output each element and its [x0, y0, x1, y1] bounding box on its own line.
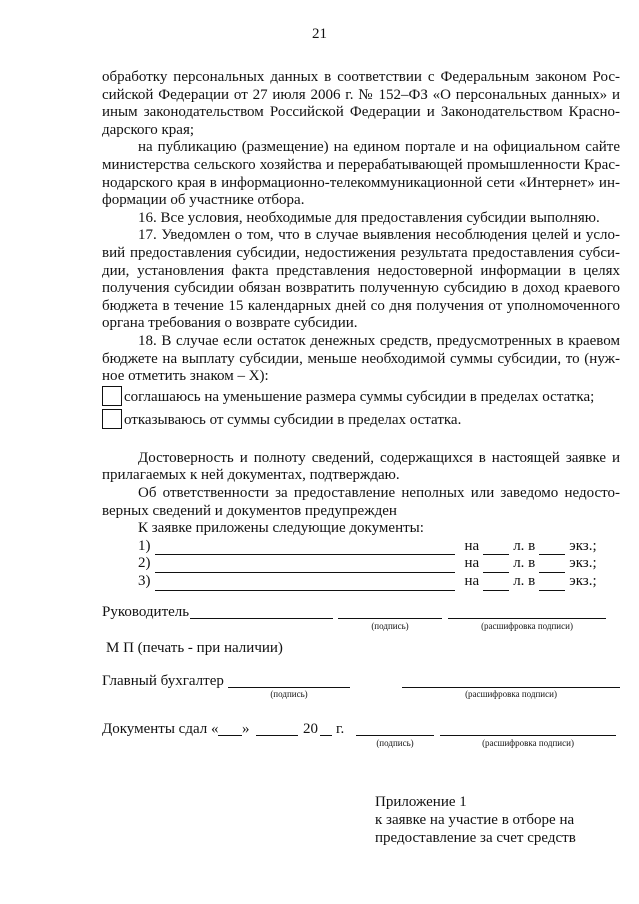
submitted-month-line[interactable] — [256, 722, 298, 736]
document-name-field[interactable] — [155, 541, 455, 555]
option-refuse — [66, 409, 620, 430]
appendix-line-3: предоставление за счет средств — [375, 830, 576, 846]
paragraph-confirm: Достоверность и полноту сведений, содержащихся в настоящей заявке и прилагаемых к ней документах, подтверждаю. — [102, 449, 620, 484]
head-decoding-line[interactable] — [448, 605, 606, 619]
paragraph-publication: на публикацию (размещение) на едином портале и на официальном сайте министерства сельского хозяйства и перерабатывающей промышленности Крас-нодарского края в информационно-телекоммуникационной сети «Интернет» ин-формации об участнике отбора. — [102, 139, 620, 209]
appendix-header — [375, 793, 576, 847]
submitted-decoding-caption: (расшифровка подписи) — [482, 738, 574, 748]
paragraph-16: 16. Все условия, необходимые для предоставления субсидии выполняю. — [138, 209, 600, 226]
copies-field[interactable] — [539, 541, 565, 555]
appendix-title: Приложение 1 — [375, 794, 467, 810]
submitted-year-line[interactable] — [320, 722, 332, 736]
paragraph-17: 17. Уведомлен о том, что в случае выявления несоблюдения целей и усло-вий предоставления субсидии, недостижения результата предоставления субси-дии, установления факта представления недостоверной информации в целях получения субсидии обязан возвратить полученную субсидию в доход краевого бюджета в течение 15 календарных дней со дня получения от уполномоченного органа требования о возврате субсидии. — [102, 227, 620, 332]
stamp-note: М П (печать - при наличии) — [106, 640, 283, 656]
submitted-quote-close: » — [242, 721, 250, 737]
sheets-field[interactable] — [483, 559, 509, 573]
document-name-field[interactable] — [155, 559, 455, 573]
accountant-signature-line[interactable] — [228, 674, 350, 688]
page-number: 21 — [312, 26, 327, 42]
head-signature-caption: (подпись) — [371, 621, 409, 631]
submitted-day-line[interactable] — [218, 722, 242, 736]
submitted-year-prefix: 20 — [303, 721, 318, 737]
sheets-field[interactable] — [483, 541, 509, 555]
sheets-field[interactable] — [483, 577, 509, 591]
attached-document-row: 2) на л. в экз.; — [138, 555, 597, 572]
submitted-signature-caption: (подпись) — [376, 738, 414, 748]
attached-documents-intro: К заявке приложены следующие документы: — [138, 520, 424, 537]
option-agree-label: соглашаюсь на уменьшение размера суммы субсидии в пределах остатка; — [124, 388, 595, 405]
accountant-label: Главный бухгалтер — [102, 673, 224, 689]
document-body — [102, 69, 620, 591]
head-name-line[interactable] — [190, 605, 333, 619]
refuse-checkbox[interactable] — [102, 409, 122, 429]
accountant-decoding-line[interactable] — [402, 674, 620, 688]
copies-field[interactable] — [539, 577, 565, 591]
accountant-signature-caption: (подпись) — [270, 689, 308, 699]
attached-document-row: 3) на л. в экз.; — [138, 573, 597, 590]
copies-field[interactable] — [539, 559, 565, 573]
head-decoding-caption: (расшифровка подписи) — [481, 621, 573, 631]
accountant-decoding-caption: (расшифровка подписи) — [465, 689, 557, 699]
appendix-line-2: к заявке на участие в отборе на — [375, 812, 575, 828]
submitted-year-suffix: г. — [336, 721, 345, 737]
document-name-field[interactable] — [155, 577, 455, 591]
submitted-label: Документы сдал « — [102, 721, 219, 737]
attached-document-row: 1) на л. в экз.; — [138, 537, 597, 554]
submitted-decoding-line[interactable] — [440, 722, 616, 736]
agree-checkbox[interactable] — [102, 386, 122, 406]
submitted-signature-line[interactable] — [356, 722, 434, 736]
paragraph-responsibility: Об ответственности за предоставление неполных или заведомо недосто-верных сведений и документов предупрежден — [102, 485, 620, 519]
option-refuse-label: отказываюсь от суммы субсидии в пределах остатка. — [124, 412, 462, 429]
option-agree — [66, 386, 620, 407]
head-signature-line[interactable] — [338, 605, 442, 619]
head-label: Руководитель — [102, 604, 190, 620]
paragraph-personal-data: обработку персональных данных в соответствии с Федеральным законом Рос-сийской Федерации от 27 июля 2006 г. № 152–ФЗ «О персональных данных» и иным законодательством Российской Федерации и Законодательством Красно-дарского края; — [102, 69, 620, 138]
paragraph-18: 18. В случае если остаток денежных средств, предусмотренных в краевом бюджете на выплату субсидии, меньше необходимой суммы субсидии, то (нуж-ное отметить знаком – X): — [102, 332, 620, 385]
